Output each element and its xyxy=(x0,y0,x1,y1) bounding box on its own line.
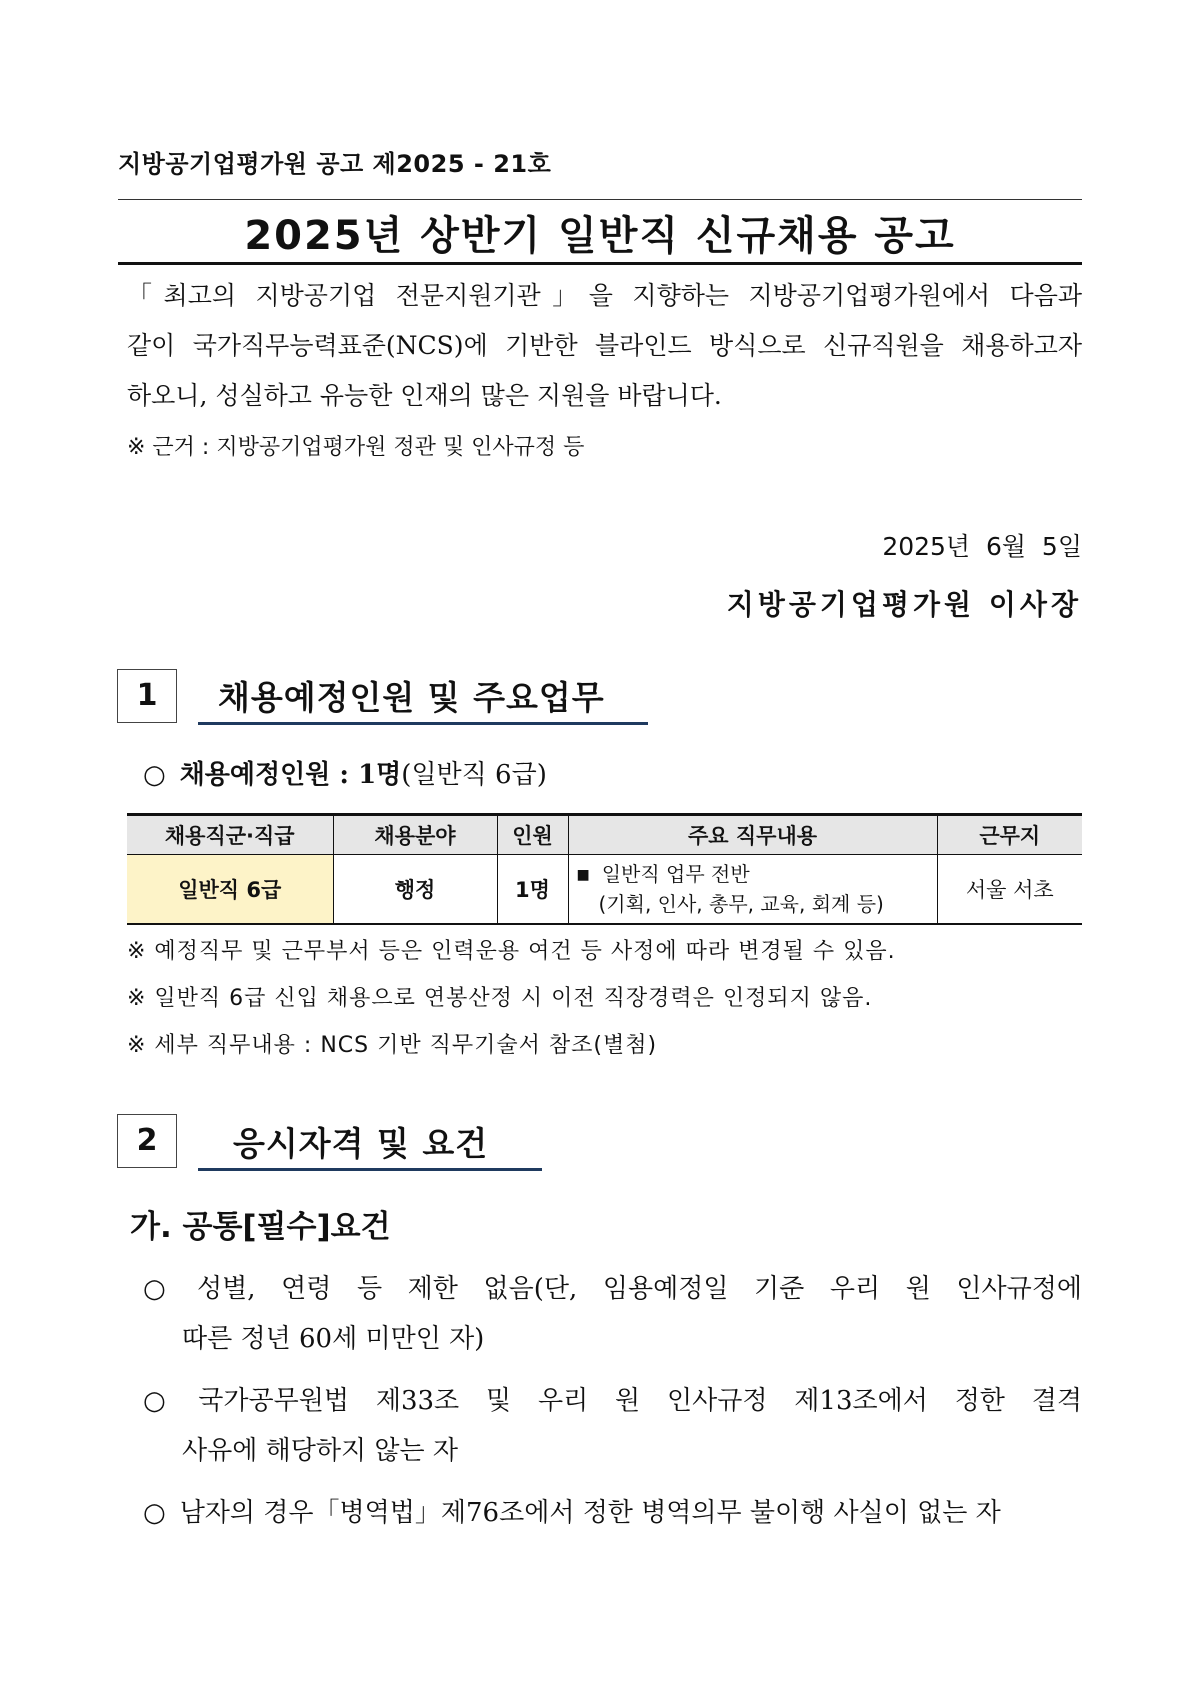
requirement-2-line-2: 사유에 해당하지 않는 자 xyxy=(182,1436,458,1466)
requirement-3-text: 남자의 경우「병역법」제76조에서 정한 병역의무 불이행 사실이 없는 자 xyxy=(179,1498,1001,1528)
cell-field: 행정 xyxy=(333,855,497,925)
requirement-2-line-1 xyxy=(143,1380,1082,1417)
requirement-2-text: 국가공무원법 제33조 및 우리 원 인사규정 제13조에서 정한 결격 xyxy=(198,1386,1083,1416)
signer: 지방공기업평가원 이사장 xyxy=(726,588,1082,621)
page-title: 2025년 상반기 일반직 신규채용 공고 xyxy=(244,213,956,259)
intro-line-2: 같이 국가직무능력표준(NCS)에 기반한 블라인드 방식으로 신규직원을 채용하고자 xyxy=(127,331,1082,360)
circle-bullet: ○ xyxy=(143,760,166,790)
cell-grade: 일반직 6급 xyxy=(127,855,333,925)
square-bullet-icon: ■ xyxy=(576,866,590,883)
note-3: ※ 세부 직무내용 : NCS 기반 직무기술서 참조(별첨) xyxy=(127,1033,658,1058)
headcount-label: 채용예정인원 : 1명 xyxy=(179,760,402,790)
requirement-1-line-1 xyxy=(143,1268,1082,1305)
subheading-common-requirements: 가. 공통[필수]요건 xyxy=(130,1209,391,1245)
header-location: 근무지 xyxy=(937,815,1082,855)
section-1-title: 채용예정인원 및 주요업무 xyxy=(218,678,605,717)
duty-line-1 xyxy=(577,860,937,890)
header-field: 채용분야 xyxy=(333,815,497,855)
announcement-date: 2025년 6월 5일 xyxy=(882,532,1082,561)
cell-count: 1명 xyxy=(497,855,568,925)
duty-text-1: 일반직 업무 전반 xyxy=(601,861,750,886)
header-count: 인원 xyxy=(497,815,568,855)
intro-line-3: 하오니, 성실하고 유능한 인재의 많은 지원을 바랍니다. xyxy=(127,381,722,410)
table-row xyxy=(127,855,1082,925)
circle-bullet: ○ xyxy=(143,1274,184,1304)
requirement-1-text: 성별, 연령 등 제한 없음(단, 임용예정일 기준 우리 원 인사규정에 xyxy=(197,1274,1082,1304)
title-rule-bottom xyxy=(118,262,1082,265)
section-1-underline xyxy=(198,722,648,725)
section-2-underline xyxy=(198,1168,542,1171)
section-2-number: 2 xyxy=(117,1114,177,1168)
basis-note: ※ 근거 : 지방공기업평가원 정관 및 인사규정 등 xyxy=(127,435,585,460)
intro-line-1: 「최고의 지방공기업 전문지원기관」을 지향하는 지방공기업평가원에서 다음과 xyxy=(127,281,1082,310)
header-grade: 채용직군·직급 xyxy=(127,815,333,855)
recruitment-table xyxy=(127,813,1082,925)
cell-location: 서울 서초 xyxy=(937,855,1082,925)
table-header-row xyxy=(127,815,1082,855)
notice-number: 지방공기업평가원 공고 제2025 - 21호 xyxy=(118,150,552,178)
cell-duty xyxy=(568,855,937,925)
headcount-line xyxy=(143,754,547,791)
header-duty: 주요 직무내용 xyxy=(568,815,937,855)
requirement-3-line-1 xyxy=(143,1492,1082,1529)
section-1-number: 1 xyxy=(117,669,177,723)
section-2-title: 응시자격 및 요건 xyxy=(233,1124,489,1163)
duty-line-2: (기획, 인사, 총무, 교육, 회계 등) xyxy=(598,891,884,916)
circle-bullet: ○ xyxy=(143,1386,185,1416)
headcount-detail: (일반직 6급) xyxy=(401,760,547,790)
note-2: ※ 일반직 6급 신입 채용으로 연봉산정 시 이전 직장경력은 인정되지 않음. xyxy=(127,986,873,1011)
circle-bullet: ○ xyxy=(143,1498,166,1528)
note-1: ※ 예정직무 및 근무부서 등은 인력운용 여건 등 사정에 따라 변경될 수 있음. xyxy=(127,939,896,964)
requirement-1-line-2: 따른 정년 60세 미만인 자) xyxy=(182,1324,485,1354)
title-rule-top xyxy=(118,199,1082,200)
